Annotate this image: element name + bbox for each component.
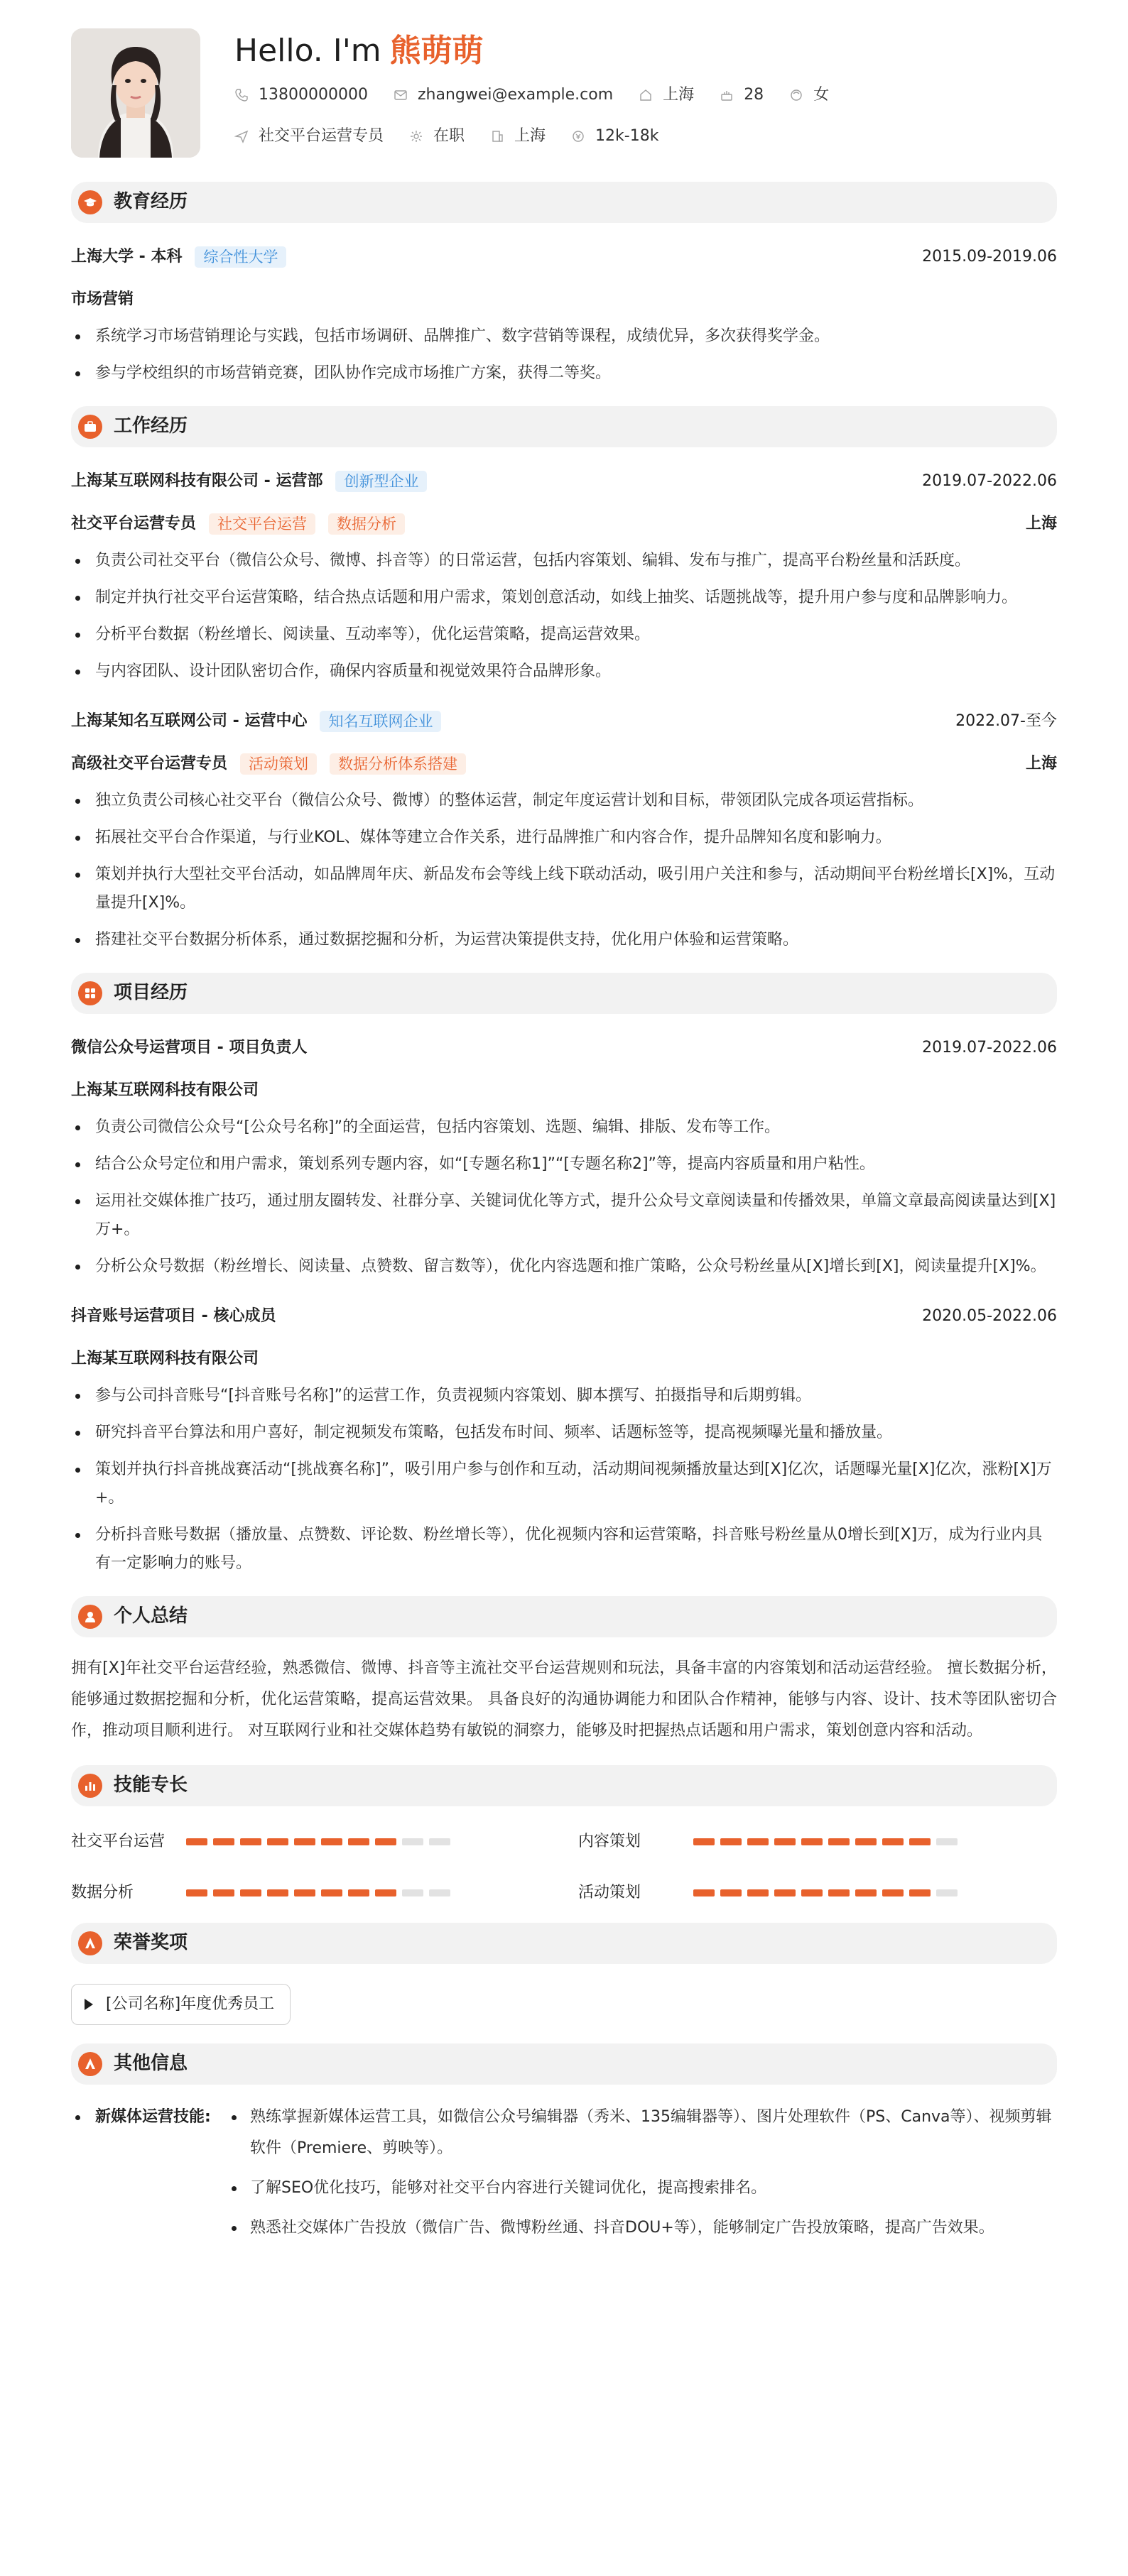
- skill-level-bar: [693, 1889, 958, 1896]
- hometown-item: [639, 82, 694, 109]
- summary-text: 拥有[X]年社交平台运营经验，熟悉微信、微博、抖音等主流社交平台运营规则和玩法，具备丰富的内容策划和活动运营经验。 擅长数据分析，能够通过数据挖掘和分析，优化运营策略，提高运营效果。 具备良好的沟通协调能力和团队合作精神，能够与内容、设计、技术等团队密切合作，推动项目顺利进行。 对互联网行业和社交媒体趋势有敏锐的洞察力，能够及时把握热点话题和用户需求，策划创意内容和活动。: [71, 1659, 1057, 1740]
- skill-segment-filled: [828, 1838, 850, 1845]
- skill-segment-filled: [720, 1838, 742, 1845]
- section-title: 荣誉奖项: [114, 1932, 188, 1954]
- skill-segment-filled: [801, 1889, 823, 1896]
- skill-level-bar: [186, 1889, 450, 1896]
- work-header: [71, 406, 1057, 447]
- other-info: [71, 2102, 1057, 2252]
- skill-tag: 数据分析: [328, 513, 405, 535]
- skill-segment-filled: [267, 1838, 288, 1845]
- summary-header: [71, 1596, 1057, 1637]
- list-item: 参与公司抖音账号“[抖音账号名称]”的运营工作，负责视频内容策划、脚本撰写、拍摄指导和后期剪辑。: [71, 1382, 1057, 1410]
- list-item: 分析平台数据（粉丝增长、阅读量、互动率等），优化运营策略，提高运营效果。: [71, 621, 1057, 649]
- project-entry: [71, 1302, 1057, 1578]
- avatar: [71, 28, 200, 158]
- age-text: 28: [744, 85, 764, 104]
- skill-name: 社交平台运营: [71, 1832, 166, 1850]
- info-icon: [78, 2052, 102, 2076]
- position-item: [234, 123, 384, 151]
- skill-segment-filled: [294, 1838, 315, 1845]
- list-item: 分析公众号数据（粉丝增长、阅读量、点赞数、留言数等），优化内容选题和推广策略，公众号粉丝量从[X]增长到[X]，阅读量提升[X]%。: [71, 1252, 1057, 1281]
- skills-section: [71, 1765, 1057, 1904]
- send-icon: [234, 129, 249, 143]
- greeting: [234, 28, 855, 74]
- skill-segment-filled: [294, 1889, 315, 1896]
- list-item: 研究抖音平台算法和用户喜好，制定视频发布策略，包括发布时间、频率、话题标签等，提高视频曝光量和播放量。: [71, 1419, 1057, 1447]
- skill-tag: 数据分析体系搭建: [330, 753, 466, 775]
- skill-segment-filled: [375, 1838, 396, 1845]
- skill-tag: 活动策划: [240, 753, 317, 775]
- greeting-text: Hello. I'm: [234, 33, 381, 69]
- triangle-icon: [85, 1999, 93, 2010]
- briefcase-icon: [78, 415, 102, 439]
- skill-segment-filled: [882, 1889, 904, 1896]
- skills-header: [71, 1765, 1057, 1806]
- skills-grid: [71, 1826, 1057, 1904]
- company-tag: 知名互联网企业: [320, 711, 441, 732]
- project-name: 抖音账号运营项目 - 核心成员: [71, 1306, 276, 1325]
- section-title: 教育经历: [114, 191, 188, 213]
- list-item: 运用社交媒体推广技巧，通过朋友圈转发、社群分享、关键词优化等方式，提升公众号文章阅读量和传播效果，单篇文章最高阅读量达到[X]万+。: [71, 1187, 1057, 1244]
- skill-level-bar: [186, 1838, 450, 1845]
- project-bullets: [71, 1113, 1057, 1281]
- education-date: 2015.09-2019.06: [922, 247, 1057, 266]
- section-title: 其他信息: [114, 2053, 188, 2075]
- work-city: 上海: [1025, 754, 1057, 773]
- contact-row: [234, 82, 855, 108]
- honors-header: [71, 1923, 1057, 1964]
- city-item: [490, 123, 546, 151]
- skill-segment-filled: [213, 1838, 234, 1845]
- email-item[interactable]: [394, 82, 613, 109]
- company-tag: 创新型企业: [335, 471, 427, 492]
- skill-segment-filled: [747, 1889, 769, 1896]
- skill-segment-filled: [267, 1889, 288, 1896]
- list-item: 负责公司社交平台（微信公众号、微博、抖音等）的日常运营，包括内容策划、编辑、发布与推广，提高平台粉丝量和活跃度。: [71, 547, 1057, 575]
- candidate-name: 熊萌萌: [389, 33, 484, 69]
- project-bullets: [71, 1382, 1057, 1578]
- phone-icon: [234, 88, 249, 102]
- resume-header: [71, 28, 1057, 163]
- list-item: 结合公众号定位和用户需求，策划系列专题内容，如“[专题名称1]”“[专题名称2]”等，提高内容质量和用户粘性。: [71, 1150, 1057, 1179]
- skill-segment-filled: [774, 1889, 796, 1896]
- project-date: 2019.07-2022.06: [922, 1038, 1057, 1057]
- skill-segment-empty: [936, 1838, 958, 1845]
- project-entry: [71, 1034, 1057, 1281]
- building-icon: [490, 129, 504, 143]
- company-name: 上海某知名互联网公司 - 运营中心: [71, 711, 308, 730]
- skill-item: [71, 1830, 550, 1853]
- skill-segment-filled: [774, 1838, 796, 1845]
- bar-chart-icon: [78, 1774, 102, 1798]
- skill-segment-filled: [186, 1838, 207, 1845]
- skill-segment-filled: [348, 1889, 369, 1896]
- skill-segment-filled: [693, 1838, 715, 1845]
- cake-icon: [720, 88, 734, 102]
- work-date: 2022.07-至今: [955, 711, 1057, 730]
- age-item: [720, 82, 764, 109]
- home-icon: [639, 88, 653, 102]
- skill-segment-filled: [909, 1838, 931, 1845]
- other-header: [71, 2043, 1057, 2085]
- salary-item: [571, 123, 658, 151]
- project-company: 上海某互联网科技有限公司: [71, 1349, 259, 1368]
- list-item: 策划并执行抖音挑战赛活动“[挑战赛名称]”，吸引用户参与创作和互动，活动期间视频播放量达到[X]亿次，话题曝光量[X]亿次，涨粉[X]万+。: [71, 1456, 1057, 1512]
- other-list: [227, 2102, 1057, 2252]
- gender-item: [789, 82, 829, 109]
- skill-segment-filled: [855, 1838, 877, 1845]
- list-item: 系统学习市场营销理论与实践，包括市场调研、品牌推广、数字营销等课程，成绩优异，多次获得奖学金。: [71, 322, 1057, 351]
- skill-item: [578, 1830, 1057, 1853]
- education-header: [71, 182, 1057, 223]
- salary-text: 12k-18k: [595, 126, 659, 145]
- honors-section: [71, 1923, 1057, 2025]
- project-company: 上海某互联网科技有限公司: [71, 1081, 259, 1099]
- work-bullets: [71, 787, 1057, 954]
- work-entry: [71, 707, 1057, 954]
- status-text: 在职: [433, 126, 465, 145]
- company-name: 上海某互联网科技有限公司 - 运营部: [71, 471, 323, 490]
- work-entry: [71, 467, 1057, 686]
- list-item: 拓展社交平台合作渠道，与行业KOL、媒体等建立合作关系，进行品牌推广和内容合作，提升品牌知名度和影响力。: [71, 824, 1057, 852]
- job-title: 高级社交平台运营专员: [71, 754, 228, 773]
- skill-segment-filled: [720, 1889, 742, 1896]
- skill-segment-filled: [693, 1889, 715, 1896]
- skill-segment-filled: [747, 1838, 769, 1845]
- mail-icon: [394, 88, 408, 102]
- skill-segment-empty: [429, 1889, 450, 1896]
- skill-name: 内容策划: [578, 1832, 641, 1850]
- skill-segment-filled: [186, 1889, 207, 1896]
- other-label: 新媒体运营技能:: [71, 2102, 227, 2252]
- coin-icon: [571, 129, 585, 143]
- list-item: 熟悉社交媒体广告投放（微信广告、微博粉丝通、抖音DOU+等），能够制定广告投放策略，提高广告效果。: [227, 2212, 1057, 2244]
- skill-segment-filled: [855, 1889, 877, 1896]
- skill-segment-filled: [213, 1889, 234, 1896]
- city-text: 上海: [514, 126, 546, 145]
- section-title: 项目经历: [114, 982, 188, 1004]
- project-name: 微信公众号运营项目 - 项目负责人: [71, 1038, 308, 1057]
- skill-segment-empty: [429, 1838, 450, 1845]
- education-bullets: [71, 322, 1057, 388]
- job-title: 社交平台运营专员: [71, 514, 197, 533]
- skill-segment-filled: [321, 1889, 342, 1896]
- skill-segment-filled: [909, 1889, 931, 1896]
- skill-segment-empty: [402, 1889, 423, 1896]
- school-name: 上海大学 - 本科: [71, 247, 183, 266]
- projects-section: [71, 973, 1057, 1578]
- phone-text: 13800000000: [259, 85, 368, 104]
- hometown-text: 上海: [663, 85, 695, 104]
- phone-item: [234, 82, 368, 109]
- list-item: 与内容团队、设计团队密切合作，确保内容质量和视觉效果符合品牌形象。: [71, 657, 1057, 686]
- skill-name: 数据分析: [71, 1883, 134, 1901]
- portrait-image: [71, 28, 200, 158]
- skill-item: [578, 1882, 1057, 1904]
- skill-segment-empty: [936, 1889, 958, 1896]
- school-tag: 综合性大学: [195, 246, 286, 268]
- skill-segment-empty: [402, 1838, 423, 1845]
- list-item: 独立负责公司核心社交平台（微信公众号、微博）的整体运营，制定年度运营计划和目标，带领团队完成各项运营指标。: [71, 787, 1057, 815]
- project-date: 2020.05-2022.06: [922, 1306, 1057, 1325]
- skill-level-bar: [693, 1838, 958, 1845]
- work-section: [71, 406, 1057, 954]
- list-item: 策划并执行大型社交平台活动，如品牌周年庆、新品发布会等线上线下联动活动，吸引用户关注和参与，活动期间平台粉丝增长[X]%，互动量提升[X]%。: [71, 861, 1057, 917]
- email-text: zhangwei@example.com: [417, 85, 614, 104]
- skill-segment-filled: [240, 1889, 261, 1896]
- skill-segment-filled: [801, 1838, 823, 1845]
- section-title: 个人总结: [114, 1605, 188, 1627]
- list-item: 参与学校组织的市场营销竞赛，团队协作完成市场推广方案，获得二等奖。: [71, 359, 1057, 388]
- list-item: 分析抖音账号数据（播放量、点赞数、评论数、粉丝增长等），优化视频内容和运营策略，抖音账号粉丝量从0增长到[X]万，成为行业内具有一定影响力的账号。: [71, 1521, 1057, 1578]
- skill-segment-filled: [375, 1889, 396, 1896]
- work-date: 2019.07-2022.06: [922, 471, 1057, 490]
- skill-tag: 社交平台运营: [209, 513, 315, 535]
- list-item: 制定并执行社交平台运营策略，结合热点话题和用户需求，策划创意活动，如线上抽奖、话题挑战等，提升用户参与度和品牌影响力。: [71, 584, 1057, 612]
- award-icon: [78, 1931, 102, 1955]
- skill-name: 活动策划: [578, 1883, 641, 1901]
- position-text: 社交平台运营专员: [259, 126, 384, 145]
- list-item: 熟练掌握新媒体运营工具，如微信公众号编辑器（秀米、135编辑器等）、图片处理软件（PS、Canva等）、视频剪辑软件（Premiere、剪映等）。: [227, 2102, 1057, 2164]
- gear-icon: [409, 129, 423, 143]
- other-section: [71, 2043, 1057, 2252]
- list-item: 搭建社交平台数据分析体系，通过数据挖掘和分析，为运营决策提供支持，优化用户体验和运营策略。: [71, 926, 1057, 954]
- work-bullets: [71, 547, 1057, 686]
- skill-segment-filled: [321, 1838, 342, 1845]
- projects-header: [71, 973, 1057, 1014]
- grid-icon: [78, 981, 102, 1005]
- education-entry: [71, 243, 1057, 388]
- education-section: [71, 182, 1057, 388]
- section-title: 工作经历: [114, 415, 188, 437]
- list-item: 负责公司微信公众号“[公众号名称]”的全面运营，包括内容策划、选题、编辑、排版、发布等工作。: [71, 1113, 1057, 1142]
- skill-segment-filled: [240, 1838, 261, 1845]
- job-row: [234, 124, 855, 149]
- work-city: 上海: [1025, 514, 1057, 533]
- status-item: [409, 123, 465, 151]
- gender-icon: [789, 88, 803, 102]
- summary-section: [71, 1596, 1057, 1747]
- graduation-cap-icon: [78, 190, 102, 214]
- honor-item: [71, 1984, 291, 2025]
- section-title: 技能专长: [114, 1774, 188, 1796]
- person-icon: [78, 1605, 102, 1629]
- major-name: 市场营销: [71, 290, 134, 308]
- skill-segment-filled: [828, 1889, 850, 1896]
- skill-segment-filled: [882, 1838, 904, 1845]
- gender-text: 女: [813, 85, 830, 104]
- contact-info: [234, 28, 855, 149]
- list-item: 了解SEO优化技巧，能够对社交平台内容进行关键词优化，提高搜索排名。: [227, 2173, 1057, 2204]
- skill-segment-filled: [348, 1838, 369, 1845]
- skill-item: [71, 1882, 550, 1904]
- honor-text: [公司名称]年度优秀员工: [106, 1994, 275, 2013]
